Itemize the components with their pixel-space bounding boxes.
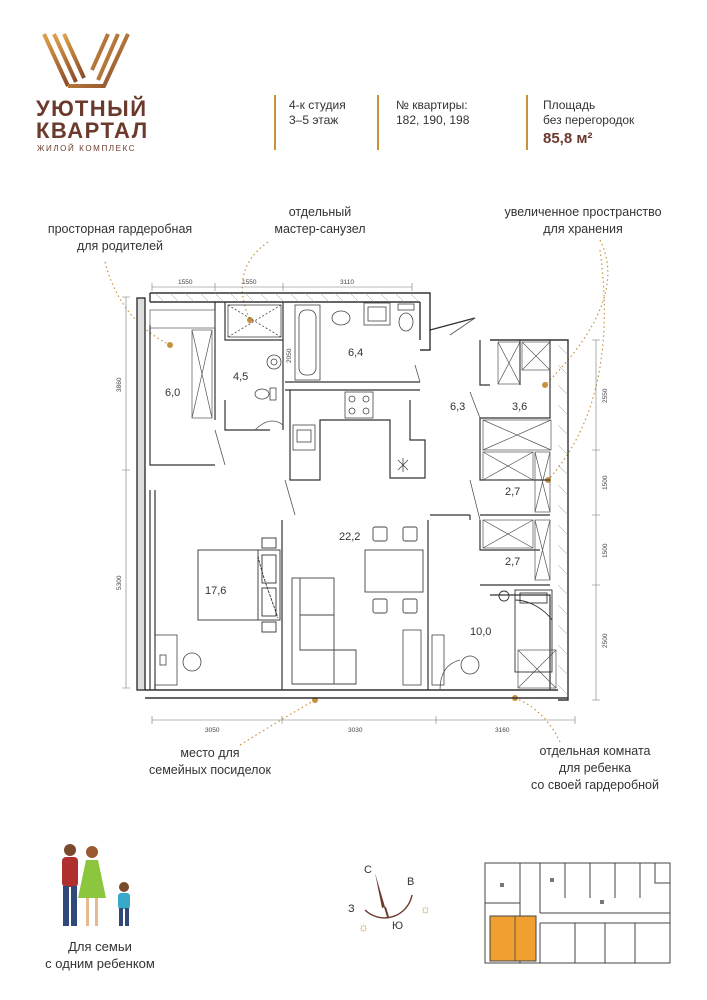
dim-bottom-3: 3160 <box>495 727 510 734</box>
sofa <box>292 578 356 684</box>
annotation-storage-line2: для хранения <box>543 222 623 236</box>
dim-right-1: 2550 <box>602 388 609 403</box>
door-swings <box>215 318 480 690</box>
annotation-bath-line2: мастер-санузел <box>274 222 366 236</box>
floor-keyplan-icon <box>480 858 680 970</box>
annotation-dots <box>167 317 551 703</box>
dining-set <box>365 527 423 613</box>
room-area-wardrobe: 6,0 <box>165 387 181 399</box>
room-area-kids: 10,0 <box>470 626 492 638</box>
annotation-storage-line1: увеличенное пространство <box>504 205 662 219</box>
dim-right-2: 1500 <box>602 475 609 490</box>
annotation-wardrobe-line1: просторная гардеробная <box>47 222 193 236</box>
brand-name-line2: КВАРТАЛ <box>36 118 149 143</box>
room-area-bedroom: 17,6 <box>205 585 227 597</box>
annotation-child-line3: со своей гардеробной <box>531 778 659 792</box>
dim-bottom-1: 3050 <box>205 727 220 734</box>
dim-left-2: 5300 <box>116 575 123 590</box>
room-area-storage1: 3,6 <box>512 401 528 413</box>
room-area-master-bath: 4,5 <box>233 371 249 383</box>
dim-right-4: 2500 <box>602 633 609 648</box>
dim-inner: 2050 <box>286 348 293 363</box>
annotation-child-line2: для ребенка <box>558 761 632 775</box>
room-area-storage2: 2,7 <box>505 486 521 498</box>
annotation-bath-line1: отдельный <box>288 205 352 219</box>
wardrobe-shelving <box>150 310 215 418</box>
bathroom-fixtures <box>228 303 414 400</box>
desk-bedroom <box>155 635 201 685</box>
sun-icon: ☼ <box>358 920 369 934</box>
dim-top-3: 3110 <box>340 279 354 286</box>
family-caption-line1: Для семьи <box>68 939 132 954</box>
brand-name-line1: УЮТНЫЙ <box>36 96 148 121</box>
room-area-storage3: 2,7 <box>505 556 521 568</box>
cabinet <box>403 630 421 685</box>
area-title-line2: без перегородок <box>543 113 635 127</box>
compass-icon <box>340 855 440 935</box>
area-value: 85,8 м² <box>543 130 593 147</box>
apartment-numbers: 182, 190, 198 <box>396 113 470 127</box>
annotation-family-line2: семейных посиделок <box>149 763 271 777</box>
dim-top-2: 1550 <box>242 279 257 286</box>
annotation-wardrobe-line2: для родителей <box>76 239 164 253</box>
desk-kids <box>432 635 479 685</box>
family-icon <box>48 840 148 935</box>
compass-west: З <box>348 903 355 915</box>
apartment-number-title: № квартиры: <box>396 98 468 112</box>
compass-east: В <box>407 876 415 888</box>
compass-north: С <box>364 864 372 876</box>
dim-top-1: 1550 <box>178 279 193 286</box>
dim-left-1: 3860 <box>116 377 123 392</box>
dim-right-3: 1500 <box>602 543 609 558</box>
apartment-floors: 3–5 этаж <box>289 113 339 127</box>
annotation-family-line1: место для <box>180 746 240 760</box>
room-area-hall: 6,3 <box>450 401 466 413</box>
family-caption <box>25 938 175 972</box>
annotation-child-line1: отдельная комната <box>539 744 651 758</box>
dim-bottom-2: 3030 <box>348 727 363 734</box>
area-title-line1: Площадь <box>543 98 596 112</box>
family-caption-line2: с одним ребенком <box>45 956 155 971</box>
sun-icon: ☼ <box>420 902 431 916</box>
kids-bed <box>499 590 552 672</box>
kitchen-units <box>293 392 408 472</box>
compass-south: Ю <box>392 920 404 932</box>
room-area-kitchen-living: 22,2 <box>339 531 361 543</box>
room-area-bath: 6,4 <box>348 347 364 359</box>
apartment-type: 4-к студия <box>289 98 346 112</box>
brand-subtitle: ЖИЛОЙ КОМПЛЕКС <box>37 144 137 153</box>
